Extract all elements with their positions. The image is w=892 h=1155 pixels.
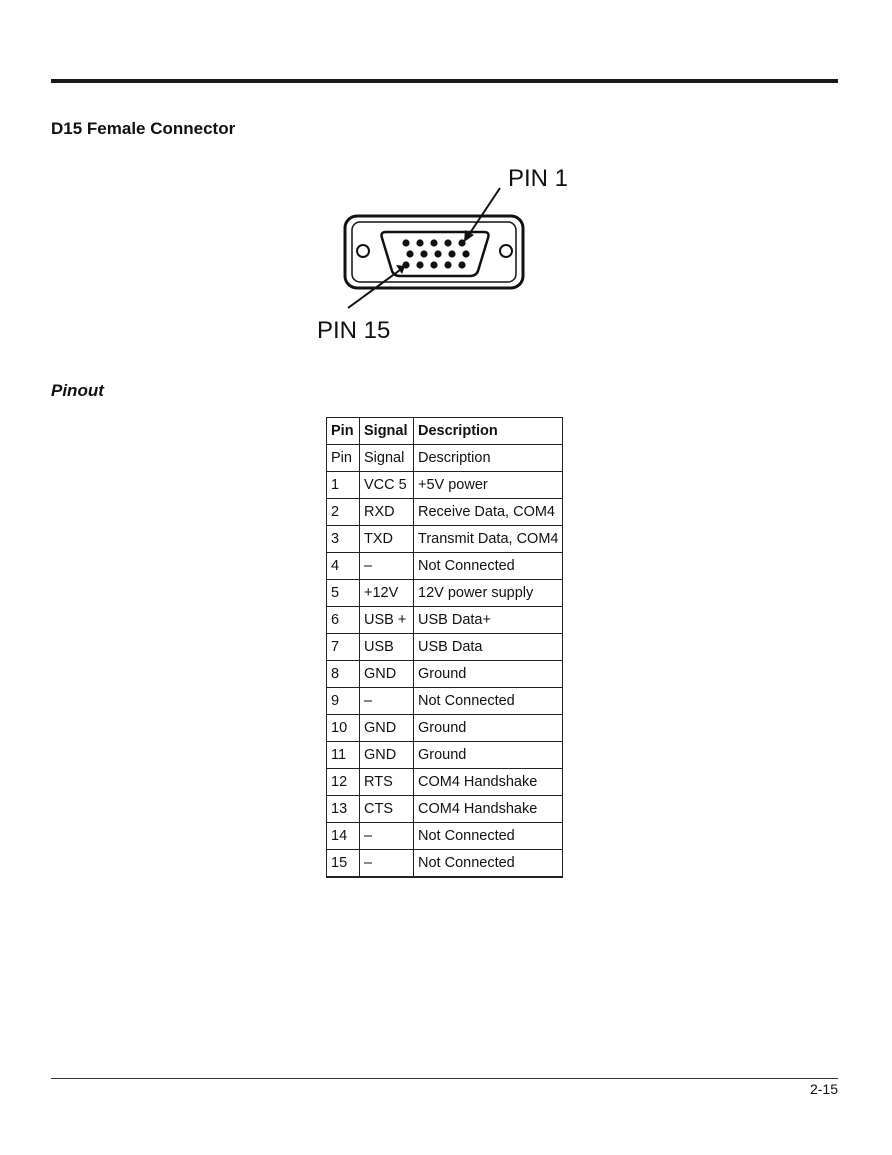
pin-dot-6 bbox=[406, 250, 413, 257]
cell-description: Ground bbox=[414, 742, 563, 769]
pin-dot-14 bbox=[444, 261, 451, 268]
cell-signal: – bbox=[360, 850, 414, 878]
cell-description: COM4 Handshake bbox=[414, 769, 563, 796]
cell-signal: USB bbox=[360, 634, 414, 661]
cell-pin: Pin bbox=[327, 445, 360, 472]
cell-pin: 10 bbox=[327, 715, 360, 742]
pin-dot-2 bbox=[416, 239, 423, 246]
mounting-hole-left bbox=[357, 245, 369, 257]
cell-signal: +12V bbox=[360, 580, 414, 607]
cell-signal: USB + bbox=[360, 607, 414, 634]
d15-connector-figure bbox=[310, 158, 600, 353]
pinout-heading: Pinout bbox=[51, 381, 104, 400]
mounting-hole-right bbox=[500, 245, 512, 257]
cell-signal: – bbox=[360, 823, 414, 850]
cell-pin: 9 bbox=[327, 688, 360, 715]
table-row bbox=[327, 634, 563, 661]
cell-pin: 8 bbox=[327, 661, 360, 688]
cell-description: Receive Data, COM4 bbox=[414, 499, 563, 526]
cell-pin: 2 bbox=[327, 499, 360, 526]
table-row bbox=[327, 472, 563, 499]
table-row bbox=[327, 742, 563, 769]
cell-description: Not Connected bbox=[414, 553, 563, 580]
cell-pin: 3 bbox=[327, 526, 360, 553]
pin15-label: PIN 15 bbox=[317, 317, 391, 344]
cell-signal: – bbox=[360, 553, 414, 580]
cell-description: Ground bbox=[414, 715, 563, 742]
table-row bbox=[327, 850, 563, 878]
table-row bbox=[327, 823, 563, 850]
table-row bbox=[327, 796, 563, 823]
page-number: 2-15 bbox=[809, 1081, 838, 1097]
cell-signal: Signal bbox=[360, 445, 414, 472]
cell-pin: 1 bbox=[327, 472, 360, 499]
cell-description: Not Connected bbox=[414, 823, 563, 850]
cell-signal: RTS bbox=[360, 769, 414, 796]
cell-description: COM4 Handshake bbox=[414, 796, 563, 823]
cell-signal: GND bbox=[360, 661, 414, 688]
header-rule bbox=[51, 79, 838, 83]
cell-description: Not Connected bbox=[414, 850, 563, 878]
pin-dot-9 bbox=[448, 250, 455, 257]
header-signal: Signal bbox=[360, 418, 414, 445]
cell-signal: – bbox=[360, 688, 414, 715]
pin-dot-10 bbox=[462, 250, 469, 257]
table-row bbox=[327, 445, 563, 472]
cell-description: Not Connected bbox=[414, 688, 563, 715]
cell-description: Ground bbox=[414, 661, 563, 688]
header-pin: Pin bbox=[327, 418, 360, 445]
footer-rule bbox=[51, 1078, 838, 1079]
pin-dot-12 bbox=[416, 261, 423, 268]
pin-dot-1 bbox=[402, 239, 409, 246]
d15-connector-diagram bbox=[310, 158, 600, 353]
table-row bbox=[327, 715, 563, 742]
cell-signal: RXD bbox=[360, 499, 414, 526]
cell-pin: 12 bbox=[327, 769, 360, 796]
cell-description: Transmit Data, COM4 bbox=[414, 526, 563, 553]
cell-signal: CTS bbox=[360, 796, 414, 823]
cell-pin: 7 bbox=[327, 634, 360, 661]
section-title: D15 Female Connector bbox=[51, 119, 236, 138]
table-row bbox=[327, 769, 563, 796]
cell-pin: 13 bbox=[327, 796, 360, 823]
cell-signal: VCC 5 bbox=[360, 472, 414, 499]
table-row bbox=[327, 607, 563, 634]
table-row bbox=[327, 553, 563, 580]
table-row bbox=[327, 526, 563, 553]
pin-dot-3 bbox=[430, 239, 437, 246]
cell-description: 12V power supply bbox=[414, 580, 563, 607]
table-header-row bbox=[327, 418, 563, 445]
cell-pin: 15 bbox=[327, 850, 360, 878]
cell-signal: TXD bbox=[360, 526, 414, 553]
cell-pin: 4 bbox=[327, 553, 360, 580]
pin-dot-7 bbox=[420, 250, 427, 257]
cell-signal: GND bbox=[360, 715, 414, 742]
pin-dot-4 bbox=[444, 239, 451, 246]
cell-pin: 6 bbox=[327, 607, 360, 634]
pin-dot-15 bbox=[458, 261, 465, 268]
table-row bbox=[327, 499, 563, 526]
pin1-label: PIN 1 bbox=[508, 165, 569, 192]
table-row bbox=[327, 688, 563, 715]
cell-signal: GND bbox=[360, 742, 414, 769]
cell-pin: 5 bbox=[327, 580, 360, 607]
pin-dot-13 bbox=[430, 261, 437, 268]
pin-dot-8 bbox=[434, 250, 441, 257]
cell-description: USB Data bbox=[414, 634, 563, 661]
table-row bbox=[327, 661, 563, 688]
table-row bbox=[327, 580, 563, 607]
cell-description: +5V power bbox=[414, 472, 563, 499]
cell-pin: 14 bbox=[327, 823, 360, 850]
cell-pin: 11 bbox=[327, 742, 360, 769]
cell-description: Description bbox=[414, 445, 563, 472]
cell-description: USB Data+ bbox=[414, 607, 563, 634]
pinout-table bbox=[326, 417, 563, 878]
header-description: Description bbox=[414, 418, 563, 445]
